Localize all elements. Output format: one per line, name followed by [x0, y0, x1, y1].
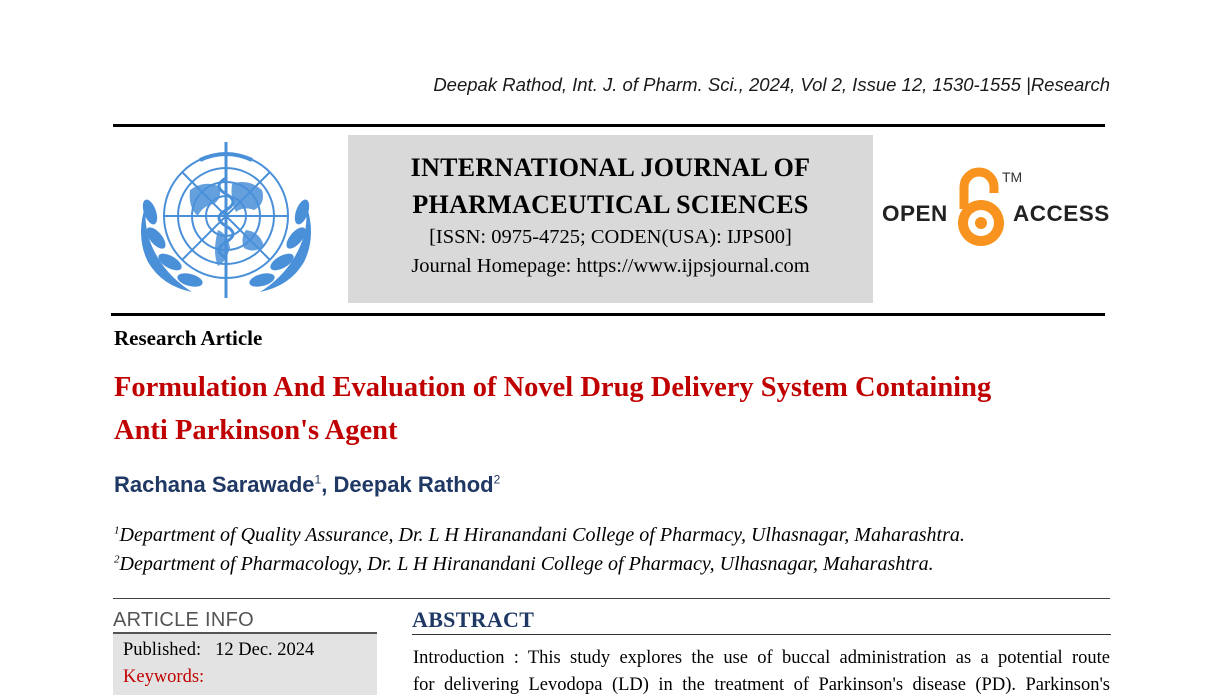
journal-info-box	[348, 135, 873, 303]
open-access-word-open: OPEN	[882, 201, 948, 226]
author-affiliation-marker: 1	[314, 472, 322, 487]
journal-title-line1: INTERNATIONAL JOURNAL OF	[410, 153, 811, 182]
published-row	[123, 640, 314, 661]
affiliation-1	[114, 524, 965, 547]
affiliation-text: Department of Quality Assurance, Dr. L H Hiranandani College of Pharmacy, Ulhasnagar, Maharashtra.	[119, 524, 965, 546]
trademark-mark: TM	[1002, 169, 1023, 185]
author-name: Deepak Rathod	[333, 472, 494, 497]
author-separator: ,	[321, 472, 334, 497]
abstract-rule	[412, 634, 1111, 635]
header-bottom-rule	[111, 313, 1105, 316]
affiliation-marker: 2	[114, 553, 120, 566]
article-title-line2: Anti Parkinson's Agent	[114, 415, 398, 446]
published-date: 12 Dec. 2024	[215, 640, 315, 660]
abstract-line: Introduction : This study explores the use of buccal administration as a potential route	[413, 648, 1110, 668]
abstract-line: for delivering Levodopa (LD) in the treatment of Parkinson's disease (PD). Parkinson's	[413, 675, 1110, 695]
abstract-body	[413, 645, 1110, 699]
article-info-heading: ARTICLE INFO	[113, 609, 255, 631]
open-access-word-access: ACCESS	[1013, 201, 1110, 226]
author-name: Rachana Sarawade	[114, 472, 315, 497]
abstract-heading: ABSTRACT	[412, 607, 535, 632]
article-title	[114, 366, 1114, 452]
author-affiliation-marker: 2	[493, 472, 501, 487]
keywords-label: Keywords:	[123, 667, 205, 687]
section-divider	[113, 598, 1110, 599]
author-list	[114, 472, 500, 498]
open-access-logo	[880, 165, 1108, 255]
article-type-label: Research Article	[114, 326, 263, 350]
journal-title-line2: PHARMACEUTICAL SCIENCES	[412, 190, 809, 219]
un-emblem-icon	[128, 138, 324, 306]
published-label: Published:	[123, 640, 202, 660]
journal-issn: [ISSN: 0975-4725; CODEN(USA): IJPS00]	[429, 226, 792, 248]
journal-homepage: Journal Homepage: https://www.ijpsjournal.com	[411, 255, 810, 277]
affiliation-2	[114, 553, 934, 576]
article-info-box	[113, 634, 377, 695]
affiliation-text: Department of Pharmacology, Dr. L H Hiranandani College of Pharmacy, Ulhasnagar, Maharashtra.	[119, 553, 934, 575]
article-title-line1: Formulation And Evaluation of Novel Drug Delivery System Containing	[114, 372, 992, 403]
affiliation-marker: 1	[114, 524, 120, 537]
top-rule	[113, 124, 1105, 127]
citation-header: Deepak Rathod, Int. J. of Pharm. Sci., 2024, Vol 2, Issue 12, 1530-1555 |Research	[433, 74, 1110, 95]
